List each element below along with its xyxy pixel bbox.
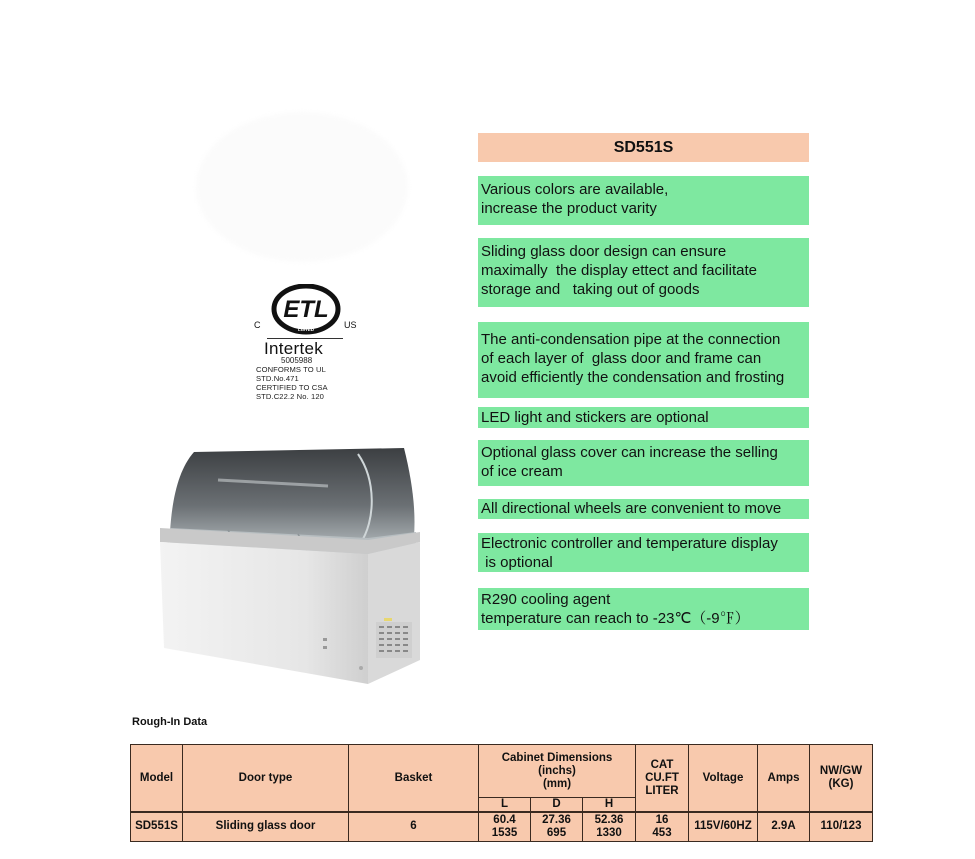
model-title: SD551S [478, 133, 809, 162]
cell-text: 1330 [596, 826, 622, 839]
header-text: LITER [645, 784, 679, 797]
cell-dim-h [583, 812, 636, 841]
cert-line: STD.No.471 [256, 374, 299, 383]
cell-voltage: 115V/60HZ [689, 812, 758, 841]
etl-certification-mark [250, 284, 362, 401]
svg-text:ETL: ETL [283, 296, 329, 323]
cert-line: CONFORMS TO UL [256, 365, 326, 374]
feature-text: Various colors are available, [481, 181, 669, 198]
feature-text: All directional wheels are convenient to move [481, 500, 782, 517]
header-text: (mm) [542, 777, 572, 790]
feature-text: LED light and stickers are optional [481, 409, 709, 426]
feature-controller [478, 533, 809, 572]
feature-text: Optional glass cover can increase the selling [481, 444, 778, 461]
header-voltage: Voltage [689, 745, 758, 813]
feature-wheels [478, 499, 809, 519]
header-cabinet-dimensions [479, 745, 636, 798]
header-text: CAT [650, 758, 674, 771]
background-blob [196, 112, 408, 262]
certification-number: 5005988 [281, 356, 313, 365]
feature-colors [478, 176, 809, 225]
feature-text: avoid efficiently the condensation and frosting [481, 369, 785, 386]
feature-text: of ice cream [481, 463, 563, 480]
feature-text: increase the product varity [481, 200, 657, 217]
feature-text: temperature can reach to -23℃（-9℉） [481, 610, 750, 627]
product-image [158, 440, 420, 684]
cell-text: 52.36 [594, 813, 624, 826]
cell-door-type: Sliding glass door [183, 812, 349, 841]
header-model: Model [131, 745, 183, 813]
etl-logo-icon [250, 284, 362, 336]
feature-glass-cover [478, 440, 809, 486]
feature-text: is optional [481, 554, 553, 571]
feature-sliding-door [478, 238, 809, 307]
feature-text: Sliding glass door design can ensure [481, 243, 727, 260]
header-text: CU.FT [645, 771, 679, 784]
cell-text: 16 [655, 813, 669, 826]
header-basket: Basket [349, 745, 479, 813]
intertek-brand: Intertek [264, 339, 324, 358]
header-amps: Amps [758, 745, 810, 813]
cell-basket: 6 [349, 812, 479, 841]
cell-amps: 2.9A [758, 812, 810, 841]
feature-text: storage and taking out of goods [481, 281, 700, 298]
freezer-illustration-icon [158, 440, 420, 684]
rough-in-title: Rough-In Data [132, 716, 208, 728]
cell-text: 453 [652, 826, 672, 839]
cell-model: SD551S [131, 812, 183, 841]
header-text: (inchs) [538, 764, 576, 777]
feature-text: R290 cooling agent [481, 591, 611, 608]
rough-in-table [130, 744, 873, 842]
feature-text: maximally the display ettect and facilitate [481, 262, 757, 279]
feature-anti-condensation [478, 322, 809, 398]
feature-text: of each layer of glass door and frame can [481, 350, 762, 367]
cell-capacity [636, 812, 689, 841]
header-door-type: Door type [183, 745, 349, 813]
cell-text: 695 [546, 826, 567, 839]
cell-text: 60.4 [493, 813, 516, 826]
feature-text: Electronic controller and temperature display [481, 535, 778, 552]
header-text: Cabinet Dimensions [501, 751, 613, 764]
cert-line: CERTIFIED TO CSA [256, 383, 328, 392]
header-dim-d: D [531, 798, 583, 813]
svg-text:LISTED: LISTED [297, 327, 315, 332]
table-row [131, 812, 873, 841]
cell-dim-l [479, 812, 531, 841]
header-dim-h: H [583, 798, 636, 813]
cert-line: STD.C22.2 No. 120 [256, 392, 324, 401]
feature-text: The anti-condensation pipe at the connection [481, 331, 781, 348]
cell-text: 27.36 [542, 813, 571, 826]
header-capacity [636, 745, 689, 813]
header-text: (KG) [828, 778, 854, 790]
feature-cooling-agent [478, 588, 809, 630]
cell-weight: 110/123 [810, 812, 873, 841]
svg-text:US: US [344, 320, 357, 330]
svg-text:C: C [254, 320, 261, 330]
cell-text: 1535 [491, 826, 518, 839]
cell-dim-d [531, 812, 583, 841]
header-text: NW/GW [819, 765, 863, 777]
header-dim-l: L [479, 798, 531, 813]
header-weight [810, 745, 873, 813]
feature-led-light [478, 407, 809, 428]
